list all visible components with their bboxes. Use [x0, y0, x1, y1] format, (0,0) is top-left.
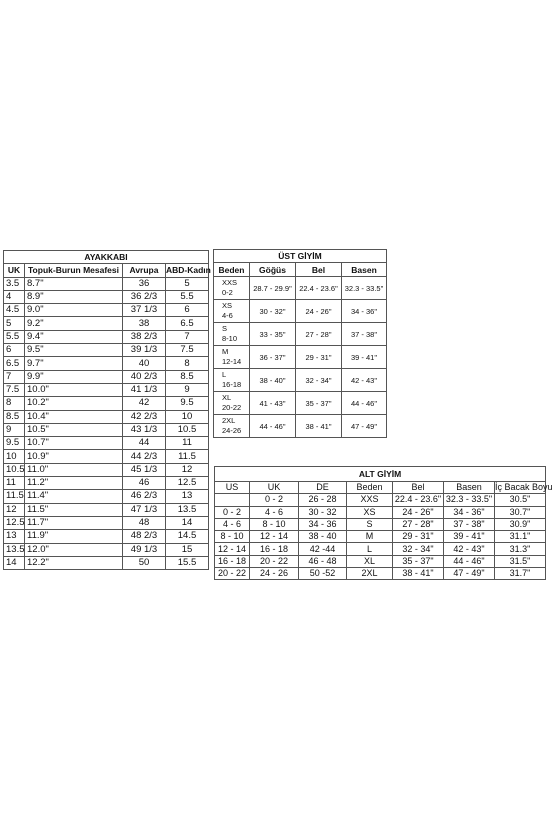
shoe-cell-uk: 9.5: [4, 437, 25, 450]
table-row: [4, 516, 209, 529]
shoe-cell-heel-toe: 10.4": [25, 410, 123, 423]
shoe-cell-heel-toe: 9.7": [25, 357, 123, 370]
shoe-cell-europe: 46 2/3: [123, 490, 166, 503]
alt-cell-hip: 44 - 46": [444, 555, 495, 567]
top-cell-chest: 44 - 46": [250, 415, 296, 438]
shoe-cell-europe: 44: [123, 437, 166, 450]
shoe-cell-europe: 48: [123, 516, 166, 529]
table-row: [4, 556, 209, 569]
alt-cell-waist: 29 - 31": [393, 531, 444, 543]
table-row: [215, 555, 546, 567]
table-row: [4, 357, 209, 370]
alt-cell-size: XXS: [347, 494, 393, 506]
top-cell-chest: 36 - 37": [250, 346, 296, 369]
top-cell-waist: 27 - 28": [296, 323, 342, 346]
alt-header-hip: Basen: [444, 482, 495, 494]
top-cell-chest: 38 - 40": [250, 369, 296, 392]
shoe-cell-uk: 13: [4, 530, 25, 543]
shoe-cell-uk: 12: [4, 503, 25, 516]
top-cell-hip: 42 - 43": [342, 369, 387, 392]
top-size-label: S: [222, 324, 228, 333]
shoe-cell-uk: 13.5: [4, 543, 25, 556]
shoe-cell-uk: 6: [4, 344, 25, 357]
alt-header-inseam: İç Bacak Boyu: [495, 482, 553, 493]
shoe-header-row: [4, 264, 209, 277]
top-header-waist: Bel: [296, 263, 342, 277]
top-cell-chest: 33 - 35": [250, 323, 296, 346]
table-row: [215, 518, 546, 530]
table-row: [4, 423, 209, 436]
alt-cell-waist: 32 - 34": [393, 543, 444, 555]
alt-cell-de: 46 - 48: [299, 555, 347, 567]
shoe-cell-europe: 46: [123, 477, 166, 490]
top-cell-chest: 28.7 - 29.9": [250, 277, 296, 300]
shoe-cell-heel-toe: 11.9": [25, 530, 123, 543]
top-size-range: 0-2: [222, 288, 233, 297]
shoe-cell-uk: 8.5: [4, 410, 25, 423]
shoe-cell-us-women: 11.5: [166, 450, 209, 463]
table-row: [214, 392, 387, 415]
alt-cell-us: 16 - 18: [215, 555, 250, 567]
table-row: [4, 530, 209, 543]
shoe-cell-uk: 10.5: [4, 463, 25, 476]
table-row: [4, 397, 209, 410]
shoe-cell-us-women: 5: [166, 277, 209, 290]
shoe-cell-us-women: 10: [166, 410, 209, 423]
alt-cell-waist: 38 - 41": [393, 568, 444, 580]
top-size-range: 4-6: [222, 311, 233, 320]
bottom-clothing-table: [214, 466, 553, 580]
table-row: [214, 300, 387, 323]
alt-cell-size: S: [347, 518, 393, 530]
shoe-cell-heel-toe: 10.5": [25, 423, 123, 436]
table-row: [214, 346, 387, 369]
table-row: [4, 344, 209, 357]
top-cell-hip: 39 - 41": [342, 346, 387, 369]
table-row: [214, 415, 387, 438]
shoe-cell-europe: 39 1/3: [123, 344, 166, 357]
alt-cell-us: 12 - 14: [215, 543, 250, 555]
top-cell-chest: 41 - 43": [250, 392, 296, 415]
alt-cell-hip: 37 - 38": [444, 518, 495, 530]
table-row: [215, 531, 546, 543]
alt-cell-uk: 8 - 10: [250, 518, 299, 530]
shoe-cell-uk: 14: [4, 556, 25, 569]
shoe-cell-heel-toe: 10.7": [25, 437, 123, 450]
shoe-cell-heel-toe: 8.7": [25, 277, 123, 290]
alt-cell-hip: 39 - 41": [444, 531, 495, 543]
top-cell-waist: 35 - 37": [296, 392, 342, 415]
shoe-cell-us-women: 15: [166, 543, 209, 556]
alt-cell-size: L: [347, 543, 393, 555]
shoe-cell-us-women: 14: [166, 516, 209, 529]
shoe-header-uk: UK: [4, 264, 25, 277]
top-cell-hip: 44 - 46": [342, 392, 387, 415]
shoe-header-us-women: ABD-Kadın: [166, 265, 211, 276]
alt-cell-inseam: 30.7": [495, 506, 546, 518]
shoe-cell-us-women: 8.5: [166, 370, 209, 383]
shoe-cell-us-women: 7.5: [166, 344, 209, 357]
alt-header-de: DE: [299, 482, 347, 494]
shoe-caption-row: [4, 251, 209, 264]
top-size-range: 16-18: [222, 380, 242, 389]
table-row: [4, 330, 209, 343]
shoe-cell-heel-toe: 9.0": [25, 304, 123, 317]
shoe-cell-heel-toe: 9.2": [25, 317, 123, 330]
top-header-row: [214, 263, 387, 277]
shoe-cell-heel-toe: 11.5": [25, 503, 123, 516]
shoe-cell-europe: 48 2/3: [123, 530, 166, 543]
shoe-cell-uk: 5: [4, 317, 25, 330]
alt-cell-uk: 4 - 6: [250, 506, 299, 518]
alt-cell-de: 30 - 32: [299, 506, 347, 518]
alt-header-waist: Bel: [393, 482, 444, 494]
top-cell-size: [214, 300, 250, 323]
table-row: [215, 568, 546, 580]
shoe-cell-uk: 11: [4, 477, 25, 490]
shoe-cell-heel-toe: 10.0": [25, 383, 123, 396]
shoe-cell-europe: 38: [123, 317, 166, 330]
shoe-table-caption: AYAKKABI: [4, 251, 209, 264]
alt-cell-inseam: 31.7": [495, 568, 546, 580]
table-row: [4, 503, 209, 516]
shoe-cell-us-women: 15.5: [166, 556, 209, 569]
shoe-cell-heel-toe: 12.0": [25, 543, 123, 556]
top-cell-size: [214, 346, 250, 369]
alt-cell-inseam: 31.5": [495, 555, 546, 567]
alt-cell-inseam: 30.5": [495, 494, 546, 506]
shoe-cell-heel-toe: 11.4": [25, 490, 123, 503]
shoe-cell-europe: 42: [123, 397, 166, 410]
top-cell-size: [214, 323, 250, 346]
shoe-cell-uk: 7: [4, 370, 25, 383]
shoe-cell-uk: 4: [4, 290, 25, 303]
shoe-cell-us-women: 5.5: [166, 290, 209, 303]
table-row: [4, 437, 209, 450]
top-cell-waist: 38 - 41": [296, 415, 342, 438]
shoe-cell-europe: 36 2/3: [123, 290, 166, 303]
shoe-cell-europe: 36: [123, 277, 166, 290]
alt-header-uk: UK: [250, 482, 299, 494]
top-header-hip: Basen: [342, 263, 387, 277]
shoe-table-body: [4, 277, 209, 570]
shoe-cell-us-women: 14.5: [166, 530, 209, 543]
top-cell-waist: 32 - 34": [296, 369, 342, 392]
shoe-cell-europe: 49 1/3: [123, 543, 166, 556]
top-size-label: M: [222, 347, 229, 356]
shoe-cell-europe: 40: [123, 357, 166, 370]
shoe-cell-us-women: 12: [166, 463, 209, 476]
table-row: [4, 370, 209, 383]
shoe-cell-us-women: 9: [166, 383, 209, 396]
alt-cell-hip: 42 - 43": [444, 543, 495, 555]
top-size-label: XXS: [222, 278, 238, 287]
alt-cell-us: 0 - 2: [215, 506, 250, 518]
shoe-cell-europe: 47 1/3: [123, 503, 166, 516]
table-row: [215, 506, 546, 518]
alt-caption-row: [215, 467, 546, 482]
alt-cell-de: 50 -52: [299, 568, 347, 580]
shoe-header-heel-toe: Topuk-Burun Mesafesi: [25, 264, 123, 277]
shoe-cell-heel-toe: 9.9": [25, 370, 123, 383]
shoe-cell-heel-toe: 12.2": [25, 556, 123, 569]
shoe-cell-us-women: 11: [166, 437, 209, 450]
table-row: [4, 290, 209, 303]
top-caption-row: [214, 250, 387, 263]
shoe-cell-us-women: 6.5: [166, 317, 209, 330]
shoe-cell-heel-toe: 11.7": [25, 516, 123, 529]
alt-cell-uk: 12 - 14: [250, 531, 299, 543]
top-size-range: 20-22: [222, 403, 242, 412]
shoe-header-europe: Avrupa: [123, 264, 166, 277]
alt-cell-waist: 24 - 26": [393, 506, 444, 518]
alt-cell-de: 38 - 40: [299, 531, 347, 543]
top-header-chest: Göğüs: [250, 263, 296, 277]
shoe-cell-uk: 11.5: [4, 490, 25, 503]
alt-cell-us: [215, 494, 250, 506]
shoe-cell-europe: 43 1/3: [123, 423, 166, 436]
alt-cell-hip: 47 - 49": [444, 568, 495, 580]
alt-cell-size: M: [347, 531, 393, 543]
top-cell-size: [214, 415, 250, 438]
table-row: [214, 277, 387, 300]
shoe-cell-europe: 50: [123, 556, 166, 569]
shoe-cell-uk: 4.5: [4, 304, 25, 317]
shoe-cell-uk: 10: [4, 450, 25, 463]
alt-cell-uk: 24 - 26: [250, 568, 299, 580]
top-cell-waist: 22.4 - 23.6": [296, 277, 342, 300]
shoe-cell-europe: 37 1/3: [123, 304, 166, 317]
shoe-cell-europe: 38 2/3: [123, 330, 166, 343]
top-cell-hip: 32.3 - 33.5": [342, 277, 387, 300]
table-row: [215, 494, 546, 506]
table-row: [4, 450, 209, 463]
top-size-range: 12-14: [222, 357, 242, 366]
alt-table-caption: ALT GİYİM: [215, 467, 546, 482]
top-size-range: 24-26: [222, 426, 242, 435]
top-cell-size: [214, 277, 250, 300]
shoe-cell-us-women: 8: [166, 357, 209, 370]
alt-cell-uk: 0 - 2: [250, 494, 299, 506]
shoe-cell-uk: 7.5: [4, 383, 25, 396]
alt-cell-inseam: 31.3": [495, 543, 546, 555]
table-row: [4, 383, 209, 396]
top-size-range: 8-10: [222, 334, 238, 343]
shoe-cell-europe: 45 1/3: [123, 463, 166, 476]
shoe-cell-us-women: 12.5: [166, 477, 209, 490]
table-row: [4, 543, 209, 556]
alt-header-us: US: [215, 482, 250, 494]
alt-cell-waist: 27 - 28": [393, 518, 444, 530]
top-cell-chest: 30 - 32": [250, 300, 296, 323]
alt-cell-uk: 20 - 22: [250, 555, 299, 567]
shoe-cell-europe: 41 1/3: [123, 383, 166, 396]
top-size-label: XL: [222, 393, 232, 402]
alt-cell-waist: 22.4 - 23.6": [393, 494, 444, 506]
shoe-cell-uk: 8: [4, 397, 25, 410]
shoe-cell-heel-toe: 10.9": [25, 450, 123, 463]
alt-table-body: [215, 494, 546, 580]
top-cell-size: [214, 392, 250, 415]
top-table-caption: ÜST GİYİM: [214, 250, 387, 263]
alt-cell-us: 20 - 22: [215, 568, 250, 580]
alt-cell-de: 34 - 36: [299, 518, 347, 530]
table-row: [4, 317, 209, 330]
shoe-cell-heel-toe: 9.4": [25, 330, 123, 343]
top-clothing-table: [213, 249, 387, 438]
shoe-cell-us-women: 9.5: [166, 397, 209, 410]
top-size-label: XS: [222, 301, 233, 310]
alt-header-size: Beden: [347, 482, 393, 494]
shoe-cell-heel-toe: 11.2": [25, 477, 123, 490]
shoe-size-table: [3, 250, 209, 570]
alt-header-row: [215, 482, 546, 494]
table-row: [214, 323, 387, 346]
shoe-cell-uk: 6.5: [4, 357, 25, 370]
shoe-cell-europe: 42 2/3: [123, 410, 166, 423]
top-table-body: [214, 277, 387, 438]
shoe-cell-us-women: 10.5: [166, 423, 209, 436]
alt-cell-size: XS: [347, 506, 393, 518]
table-row: [4, 304, 209, 317]
alt-cell-de: 26 - 28: [299, 494, 347, 506]
alt-cell-size: 2XL: [347, 568, 393, 580]
top-cell-waist: 24 - 26": [296, 300, 342, 323]
shoe-cell-heel-toe: 11.0": [25, 463, 123, 476]
alt-cell-size: XL: [347, 555, 393, 567]
table-row: [4, 490, 209, 503]
top-cell-hip: 37 - 38": [342, 323, 387, 346]
shoe-cell-uk: 12.5: [4, 516, 25, 529]
shoe-cell-europe: 40 2/3: [123, 370, 166, 383]
table-row: [4, 410, 209, 423]
shoe-cell-uk: 9: [4, 423, 25, 436]
alt-cell-de: 42 -44: [299, 543, 347, 555]
table-row: [4, 463, 209, 476]
alt-cell-waist: 35 - 37": [393, 555, 444, 567]
top-cell-hip: 47 - 49": [342, 415, 387, 438]
top-cell-hip: 34 - 36": [342, 300, 387, 323]
shoe-cell-heel-toe: 9.5": [25, 344, 123, 357]
alt-cell-hip: 32.3 - 33.5": [444, 494, 495, 506]
table-row: [4, 477, 209, 490]
shoe-cell-heel-toe: 8.9": [25, 290, 123, 303]
shoe-cell-uk: 5.5: [4, 330, 25, 343]
top-cell-waist: 29 - 31": [296, 346, 342, 369]
alt-cell-us: 4 - 6: [215, 518, 250, 530]
top-size-label: L: [222, 370, 227, 379]
alt-cell-uk: 16 - 18: [250, 543, 299, 555]
shoe-cell-uk: 3.5: [4, 277, 25, 290]
table-row: [4, 277, 209, 290]
shoe-cell-us-women: 6: [166, 304, 209, 317]
alt-cell-inseam: 30.9": [495, 518, 546, 530]
alt-cell-us: 8 - 10: [215, 531, 250, 543]
alt-cell-inseam: 31.1": [495, 531, 546, 543]
shoe-cell-us-women: 7: [166, 330, 209, 343]
shoe-cell-us-women: 13.5: [166, 503, 209, 516]
shoe-cell-heel-toe: 10.2": [25, 397, 123, 410]
top-cell-size: [214, 369, 250, 392]
shoe-cell-us-women: 13: [166, 490, 209, 503]
alt-cell-hip: 34 - 36": [444, 506, 495, 518]
table-row: [214, 369, 387, 392]
top-size-label: 2XL: [222, 416, 236, 425]
shoe-cell-europe: 44 2/3: [123, 450, 166, 463]
table-row: [215, 543, 546, 555]
top-header-size: Beden: [214, 263, 250, 277]
